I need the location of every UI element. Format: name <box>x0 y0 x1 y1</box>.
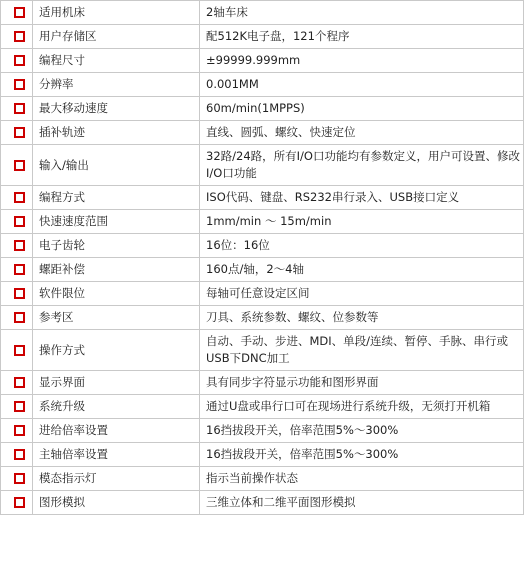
marker-cell <box>1 491 33 515</box>
spec-value: 刀具、系统参数、螺纹、位参数等 <box>200 306 524 330</box>
spec-value: 60m/min(1MPPS) <box>200 97 524 121</box>
red-square-outline-icon <box>14 192 25 203</box>
spec-value: 指示当前操作状态 <box>200 467 524 491</box>
red-square-outline-icon <box>14 7 25 18</box>
spec-label: 编程尺寸 <box>33 49 200 73</box>
table-row <box>1 395 524 419</box>
marker-cell <box>1 306 33 330</box>
marker-cell <box>1 145 33 186</box>
spec-label: 进给倍率设置 <box>33 419 200 443</box>
red-square-outline-icon <box>14 240 25 251</box>
marker-cell <box>1 419 33 443</box>
spec-value: 160点/轴，2～4轴 <box>200 258 524 282</box>
marker-cell <box>1 234 33 258</box>
spec-value: ±99999.999mm <box>200 49 524 73</box>
spec-value: 1mm/min ～ 15m/min <box>200 210 524 234</box>
spec-label: 分辨率 <box>33 73 200 97</box>
table-row <box>1 306 524 330</box>
red-square-outline-icon <box>14 31 25 42</box>
red-square-outline-icon <box>14 449 25 460</box>
marker-cell <box>1 467 33 491</box>
table-row <box>1 121 524 145</box>
red-square-outline-icon <box>14 264 25 275</box>
spec-value: 配512K电子盘，121个程序 <box>200 25 524 49</box>
spec-value: 每轴可任意设定区间 <box>200 282 524 306</box>
spec-value: 32路/24路，所有I/O口功能均有参数定义，用户可设置、修改I/O口功能 <box>200 145 524 186</box>
table-row <box>1 25 524 49</box>
table-row <box>1 210 524 234</box>
red-square-outline-icon <box>14 425 25 436</box>
red-square-outline-icon <box>14 79 25 90</box>
red-square-outline-icon <box>14 55 25 66</box>
marker-cell <box>1 371 33 395</box>
spec-label: 编程方式 <box>33 186 200 210</box>
spec-label: 操作方式 <box>33 330 200 371</box>
spec-value: 16挡拔段开关，倍率范围5%～300% <box>200 443 524 467</box>
table-row <box>1 443 524 467</box>
spec-value: 16挡拔段开关，倍率范围5%～300% <box>200 419 524 443</box>
marker-cell <box>1 25 33 49</box>
spec-label: 输入/输出 <box>33 145 200 186</box>
red-square-outline-icon <box>14 127 25 138</box>
spec-value: 0.001MM <box>200 73 524 97</box>
spec-label: 螺距补偿 <box>33 258 200 282</box>
spec-table-body <box>1 1 524 515</box>
spec-label: 系统升级 <box>33 395 200 419</box>
red-square-outline-icon <box>14 312 25 323</box>
spec-value: 具有同步字符显示功能和图形界面 <box>200 371 524 395</box>
spec-label: 电子齿轮 <box>33 234 200 258</box>
spec-value: 自动、手动、步进、MDI、单段/连续、暂停、手脉、串行或USB下DNC加工 <box>200 330 524 371</box>
marker-cell <box>1 395 33 419</box>
table-row <box>1 371 524 395</box>
marker-cell <box>1 330 33 371</box>
spec-label: 插补轨迹 <box>33 121 200 145</box>
red-square-outline-icon <box>14 377 25 388</box>
spec-value: 通过U盘或串行口可在现场进行系统升级，无须打开机箱 <box>200 395 524 419</box>
table-row <box>1 467 524 491</box>
marker-cell <box>1 210 33 234</box>
spec-value: 2轴车床 <box>200 1 524 25</box>
marker-cell <box>1 443 33 467</box>
spec-label: 软件限位 <box>33 282 200 306</box>
marker-cell <box>1 73 33 97</box>
marker-cell <box>1 1 33 25</box>
table-row <box>1 186 524 210</box>
table-row <box>1 49 524 73</box>
table-row <box>1 419 524 443</box>
spec-label: 图形模拟 <box>33 491 200 515</box>
spec-label: 适用机床 <box>33 1 200 25</box>
red-square-outline-icon <box>14 160 25 171</box>
marker-cell <box>1 258 33 282</box>
spec-label: 参考区 <box>33 306 200 330</box>
spec-value: 直线、圆弧、螺纹、快速定位 <box>200 121 524 145</box>
red-square-outline-icon <box>14 103 25 114</box>
table-row <box>1 330 524 371</box>
marker-cell <box>1 97 33 121</box>
red-square-outline-icon <box>14 345 25 356</box>
table-row <box>1 234 524 258</box>
red-square-outline-icon <box>14 288 25 299</box>
marker-cell <box>1 121 33 145</box>
red-square-outline-icon <box>14 216 25 227</box>
spec-label: 主轴倍率设置 <box>33 443 200 467</box>
spec-value: 三维立体和二维平面图形模拟 <box>200 491 524 515</box>
spec-label: 最大移动速度 <box>33 97 200 121</box>
red-square-outline-icon <box>14 401 25 412</box>
table-row <box>1 258 524 282</box>
spec-value: 16位：16位 <box>200 234 524 258</box>
table-row <box>1 1 524 25</box>
marker-cell <box>1 282 33 306</box>
red-square-outline-icon <box>14 473 25 484</box>
marker-cell <box>1 186 33 210</box>
table-row <box>1 97 524 121</box>
table-row <box>1 282 524 306</box>
spec-label: 用户存储区 <box>33 25 200 49</box>
spec-label: 模态指示灯 <box>33 467 200 491</box>
table-row <box>1 491 524 515</box>
marker-cell <box>1 49 33 73</box>
spec-value: ISO代码、键盘、RS232串行录入、USB接口定义 <box>200 186 524 210</box>
spec-label: 显示界面 <box>33 371 200 395</box>
spec-label: 快速速度范围 <box>33 210 200 234</box>
table-row <box>1 73 524 97</box>
table-row <box>1 145 524 186</box>
red-square-outline-icon <box>14 497 25 508</box>
